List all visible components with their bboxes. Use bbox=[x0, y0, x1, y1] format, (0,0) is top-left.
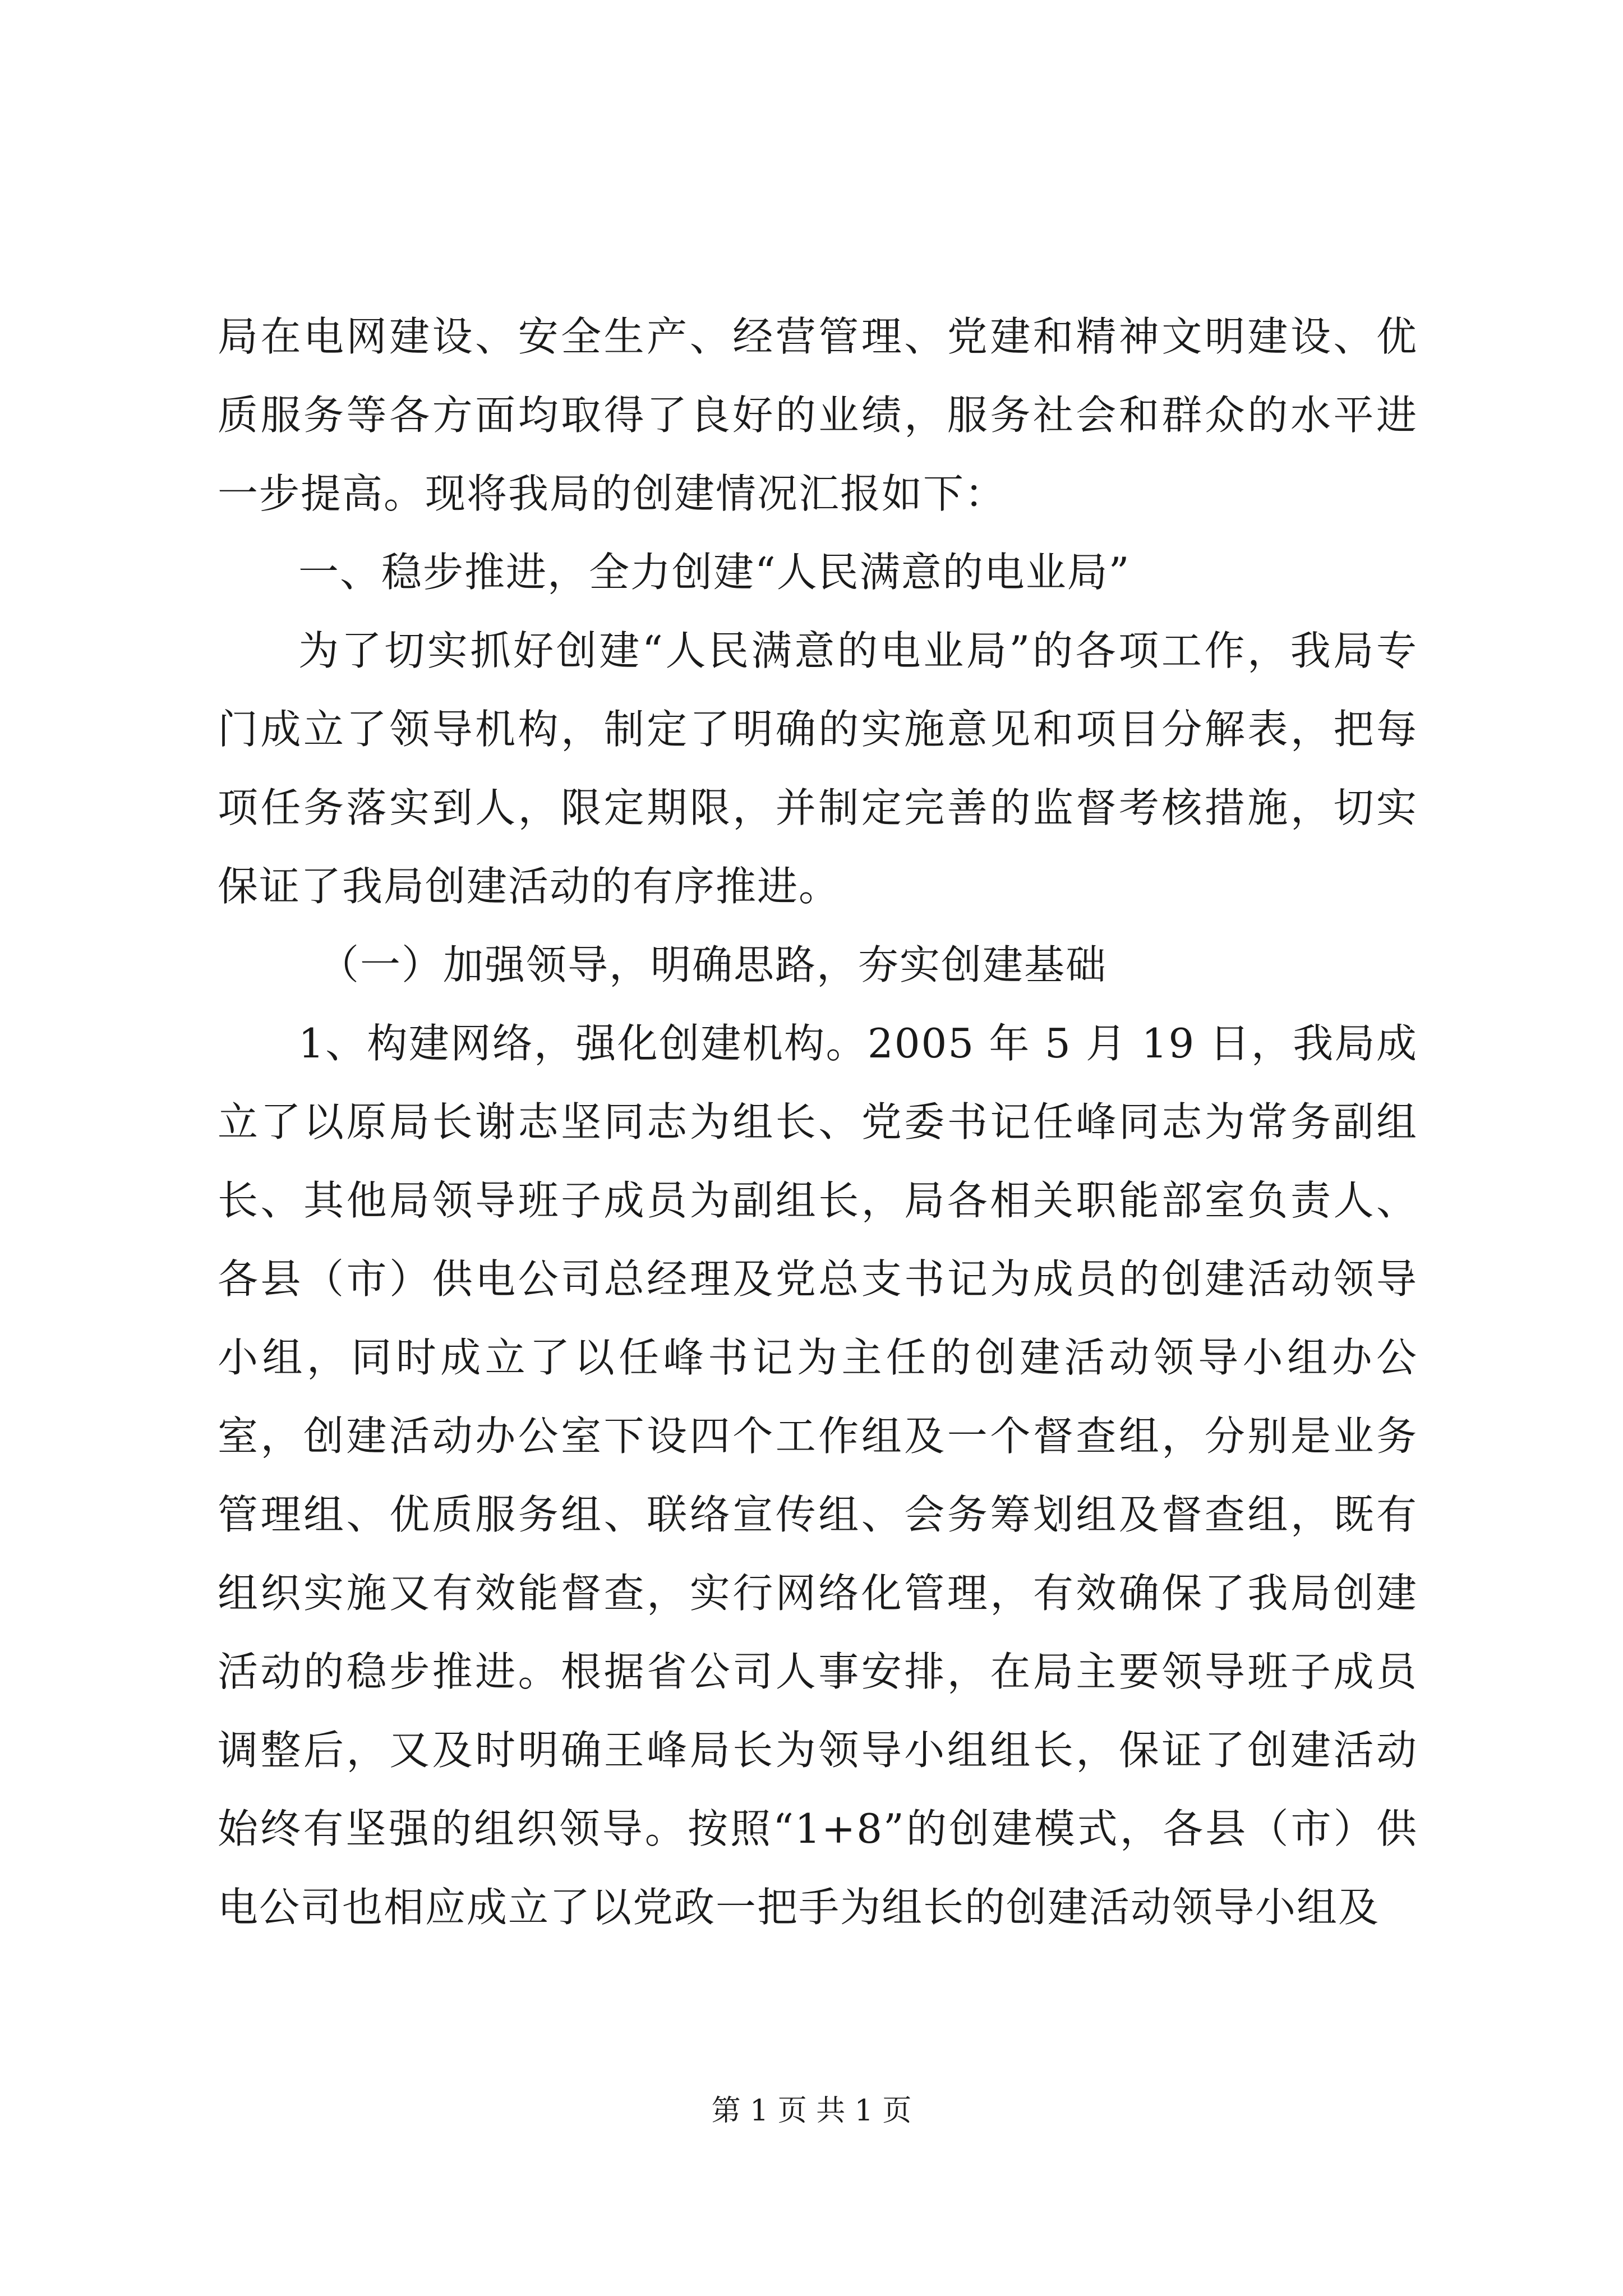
paragraph-network: 1、构建网络，强化创建机构。2005 年 5 月 19 日，我局成立了以原局长谢志坚同志为组长、党委书记任峰同志为常务副组长、其他局领导班子成员为副组长，局各相关职能部室负责人、各县（市）供电公司总经理及党总支书记为成员的创建活动领导小组，同时成立了以任峰书记为主任的创建活动领导小组办公室，创建活动办公室下设四个工作组及一个督查组，分别是业务管理组、优质服务组、联络宣传组、会务筹划组及督查组，既有组织实施又有效能督查，实行网络化管理，有效确保了我局创建活动的稳步推进。根据省公司人事安排，在局主要领导班子成员调整后，又及时明确王峰局长为领导小组组长，保证了创建活动始终有坚强的组织领导。按照“1+8”的创建模式，各县（市）供电公司也相应成立了以党政一把手为组长的创建活动领导小组及 bbox=[218, 1020, 1418, 1931]
document-body bbox=[218, 297, 1418, 1947]
section-heading: 一、稳步推进，全力创建“人民满意的电业局” bbox=[298, 549, 1131, 596]
paragraph-intro: 为了切实抓好创建“人民满意的电业局”的各项工作，我局专门成立了领导机构，制定了明确的实施意见和项目分解表，把每项任务落实到人，限定期限，并制定完善的监督考核措施，切实保证了我局创建活动的有序推进。 bbox=[218, 627, 1418, 910]
page-footer: 第 1 页 共 1 页 bbox=[711, 2094, 912, 2128]
paragraph-continuation: 局在电网建设、安全生产、经营管理、党建和精神文明建设、优质服务等各方面均取得了良好的业绩，服务社会和群众的水平进一步提高。现将我局的创建情况汇报如下： bbox=[218, 313, 1418, 517]
subsection-heading: （一）加强领导，明确思路，夯实创建基础 bbox=[319, 941, 1108, 988]
